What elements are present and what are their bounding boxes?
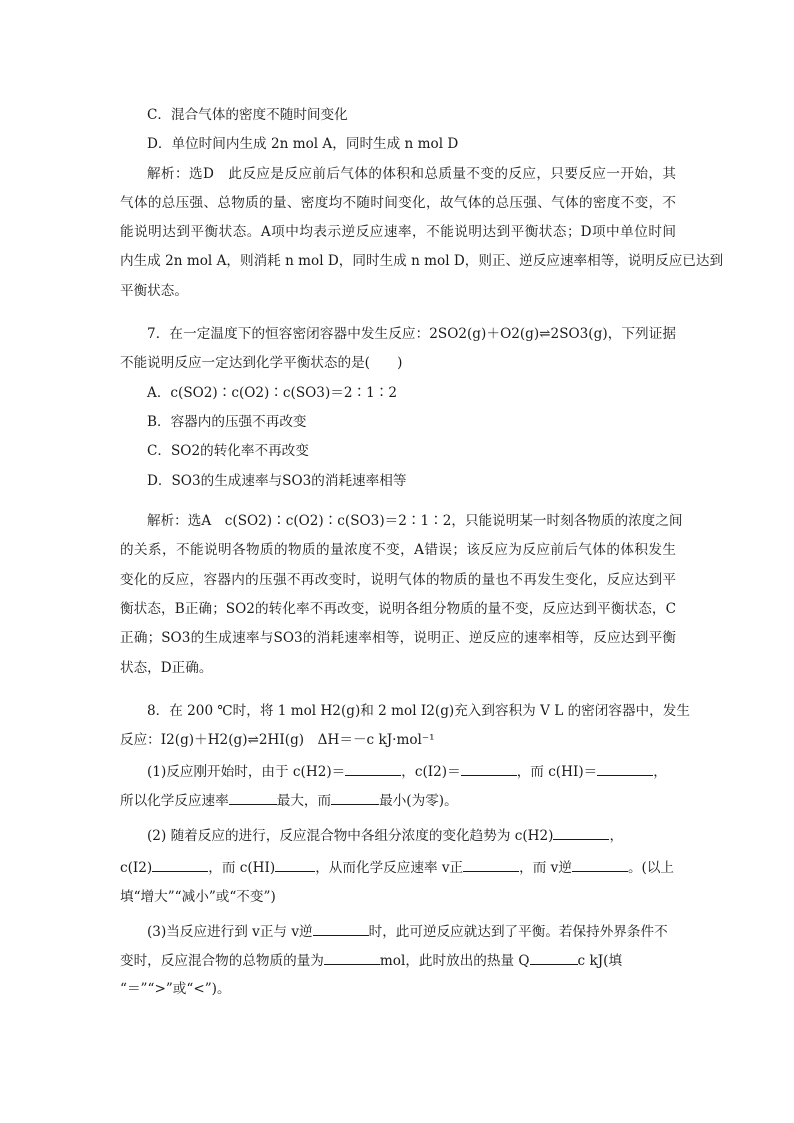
q8-sub1-text: 最大，而: [276, 793, 332, 809]
q7-analysis-line: 变化的反应，容器内的压强不再改变时，说明气体的物质的量也不再发生变化，反应达到平: [120, 572, 676, 588]
q8-sub2-text: ，而 v逆: [519, 860, 572, 876]
answer-blank[interactable]: [572, 858, 628, 872]
q8-sub2-text: ，而 c(HI): [208, 860, 276, 876]
q7-stem-line: 不能说明反应一定达到化学平衡状态的是( ): [120, 355, 403, 371]
q8-sub3-text: 时，此可逆反应就达到了平衡。若保持外界条件不: [368, 924, 668, 940]
q8-sub2-text: 。(以上: [627, 860, 675, 876]
q8-sub1-text: ，c(I2)＝: [401, 764, 461, 780]
q8-sub2-line: [147, 826, 623, 844]
answer-blank[interactable]: [463, 858, 519, 872]
q8-stem-line: 反应：I2(g)＋H2(g)⇌2HI(g) ΔH＝－c kJ·mol⁻¹: [120, 732, 435, 748]
q6-option-c: C．混合气体的密度不随时间变化: [147, 107, 348, 123]
q6-analysis-line: 气体的总压强、总物质的量、密度均不随时间变化，故气体的总压强、气体的密度不变，不: [120, 195, 676, 211]
q8-sub3-line3: “＝”“>”或“<”)。: [120, 981, 231, 997]
answer-blank[interactable]: [313, 922, 369, 936]
q8-sub1-line2: [120, 791, 458, 809]
q8-sub3-text: c kJ(填: [577, 953, 623, 969]
answer-blank[interactable]: [275, 858, 315, 872]
answer-blank[interactable]: [345, 762, 401, 776]
q7-option-d: D．SO3的生成速率与SO3的消耗速率相等: [147, 473, 407, 489]
q8-sub2-text: c(I2): [120, 860, 153, 876]
q8-sub3-line2: [120, 951, 622, 969]
q6-option-d: D．单位时间内生成 2n mol A，同时生成 n mol D: [147, 136, 459, 152]
answer-blank[interactable]: [597, 762, 653, 776]
q8-sub2-line2: [120, 858, 674, 876]
q8-sub1-text: ，而 c(HI)＝: [516, 764, 598, 780]
q8-sub1-text: 所以化学反应速率: [120, 793, 229, 809]
q7-analysis-line: 的关系，不能说明各物质的物质的量浓度不变，A错误；该反应为反应前后气体的体积发生: [120, 542, 676, 558]
q7-analysis-line: 解析：选A c(SO2)∶c(O2)∶c(SO3)＝2∶1∶2，只能说明某一时刻各物质的浓度之间: [147, 513, 683, 529]
q6-analysis-line: 能说明达到平衡状态。A项中均表示逆反应速率，不能说明达到平衡状态；D项中单位时间: [120, 224, 676, 240]
q8-sub3-text: (3)当反应进行到 v正与 v逆: [147, 924, 313, 940]
q8-sub1-text: ，: [653, 764, 667, 780]
answer-blank[interactable]: [324, 951, 380, 965]
q7-stem-line: 7．在一定温度下的恒容密闭容器中发生反应：2SO2(g)＋O2(g)⇌2SO3(g)，下列证据: [147, 326, 676, 342]
q8-sub3-text: mol，此时放出的热量 Q: [379, 953, 530, 969]
q8-sub2-text: (2) 随着反应的进行，反应混合物中各组分浓度的变化趋势为 c(H2): [147, 828, 554, 844]
answer-blank[interactable]: [530, 951, 578, 965]
q7-analysis-line: 状态，D正确。: [120, 660, 213, 676]
q8-sub1-line: [147, 762, 667, 780]
answer-blank[interactable]: [152, 858, 208, 872]
q8-sub1-text: (1)反应刚开始时，由于 c(H2)＝: [147, 764, 346, 780]
q8-sub3-text: 变时，反应混合物的总物质的量为: [120, 953, 324, 969]
q8-sub2-line3: 填“增大”“减小”或“不变”): [120, 889, 276, 905]
answer-blank[interactable]: [461, 762, 517, 776]
q7-option-c: C．SO2的转化率不再改变: [147, 443, 309, 459]
q6-analysis-line: 解析：选D 此反应是反应前后气体的体积和总质量不变的反应，只要反应一开始，其: [147, 166, 676, 182]
q8-sub1-text: 最小(为零)。: [379, 793, 458, 809]
q7-analysis-line: 衡状态，B正确；SO2的转化率不再改变，说明各组分物质的量不变，反应达到平衡状态，C: [120, 601, 676, 617]
answer-blank[interactable]: [553, 826, 609, 840]
q6-analysis-line: 平衡状态。: [120, 283, 188, 299]
q7-option-b: B．容器内的压强不再改变: [147, 414, 307, 430]
q8-sub2-text: ，从而化学反应速率 v正: [315, 860, 464, 876]
q8-sub3-line: [147, 922, 668, 940]
q6-analysis-line: 内生成 2n mol A，则消耗 n mol D，同时生成 n mol D，则正、逆反应速率相等，说明反应已达到: [120, 253, 724, 269]
q8-sub2-text: ，: [609, 828, 624, 844]
q7-option-a: A．c(SO2)∶c(O2)∶c(SO3)＝2∶1∶2: [147, 385, 397, 401]
q8-stem-line: 8．在 200 ℃时，将 1 mol H2(g)和 2 mol I2(g)充入到容积为 V L 的密闭容器中，发生: [147, 703, 690, 719]
answer-blank[interactable]: [229, 791, 277, 805]
q7-analysis-line: 正确；SO3的生成速率与SO3的消耗速率相等，说明正、逆反应的速率相等，反应达到平衡: [120, 630, 676, 646]
answer-blank[interactable]: [331, 791, 379, 805]
